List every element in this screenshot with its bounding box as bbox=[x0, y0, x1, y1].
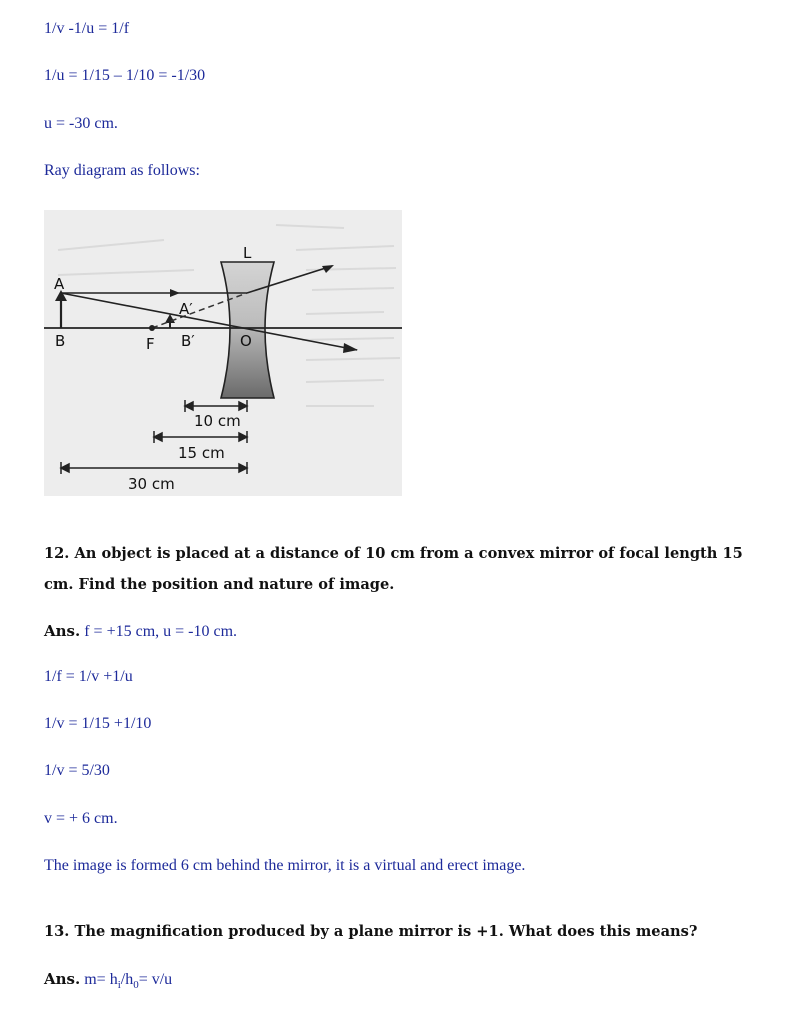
label-F: F bbox=[146, 335, 155, 353]
q12-conclusion: The image is formed 6 cm behind the mirror, it is a virtual and erect image. bbox=[44, 857, 526, 874]
dimension-30cm-label: 30 cm bbox=[128, 475, 175, 493]
q13-m-h: m= h bbox=[84, 971, 118, 988]
q12-answer-label: Ans. bbox=[44, 622, 81, 640]
q12-answer-line bbox=[44, 622, 237, 641]
q13-sub-i: i bbox=[117, 979, 121, 992]
label-A: A bbox=[54, 275, 65, 293]
label-O: O bbox=[240, 332, 252, 350]
q13-answer-line bbox=[44, 970, 172, 991]
q13-answer-label: Ans. bbox=[44, 970, 81, 988]
ray-diagram-caption: Ray diagram as follows: bbox=[44, 162, 200, 179]
q13-v-over-u: = v/u bbox=[138, 971, 173, 988]
label-L: L bbox=[243, 244, 252, 262]
q13-slash-h: /h bbox=[120, 971, 134, 988]
q12-answer-given: f = +15 cm, u = -10 cm. bbox=[84, 623, 238, 640]
dimension-10cm-label: 10 cm bbox=[194, 412, 241, 430]
dimension-15cm-label: 15 cm bbox=[178, 444, 225, 462]
focal-point-dot bbox=[149, 325, 155, 331]
q12-step-mirror-formula: 1/f = 1/v +1/u bbox=[44, 668, 133, 685]
q12-step-simplify: 1/v = 5/30 bbox=[44, 762, 110, 779]
ray-diagram-figure bbox=[44, 210, 402, 496]
question-12: 12. An object is placed at a distance of 10 cm from a convex mirror of focal length 15 cm. Find the position and nature of image. bbox=[44, 545, 743, 593]
q12-step-substitution: 1/v = 1/15 +1/10 bbox=[44, 715, 152, 732]
equation-lens-formula: 1/v -1/u = 1/f bbox=[44, 20, 130, 37]
label-A-prime: A′ bbox=[179, 300, 193, 318]
ray-diagram-svg bbox=[44, 210, 402, 496]
equation-u-value: u = -30 cm. bbox=[44, 115, 118, 132]
label-B-prime: B′ bbox=[181, 332, 195, 350]
q13-sub-0: 0 bbox=[133, 979, 139, 992]
label-B: B bbox=[55, 332, 66, 350]
question-13: 13. The magnification produced by a plane mirror is +1. What does this means? bbox=[44, 923, 698, 940]
equation-inverse-u: 1/u = 1/15 – 1/10 = -1/30 bbox=[44, 67, 206, 84]
q12-step-result: v = + 6 cm. bbox=[44, 810, 118, 827]
q13-magnification-formula bbox=[84, 971, 173, 992]
